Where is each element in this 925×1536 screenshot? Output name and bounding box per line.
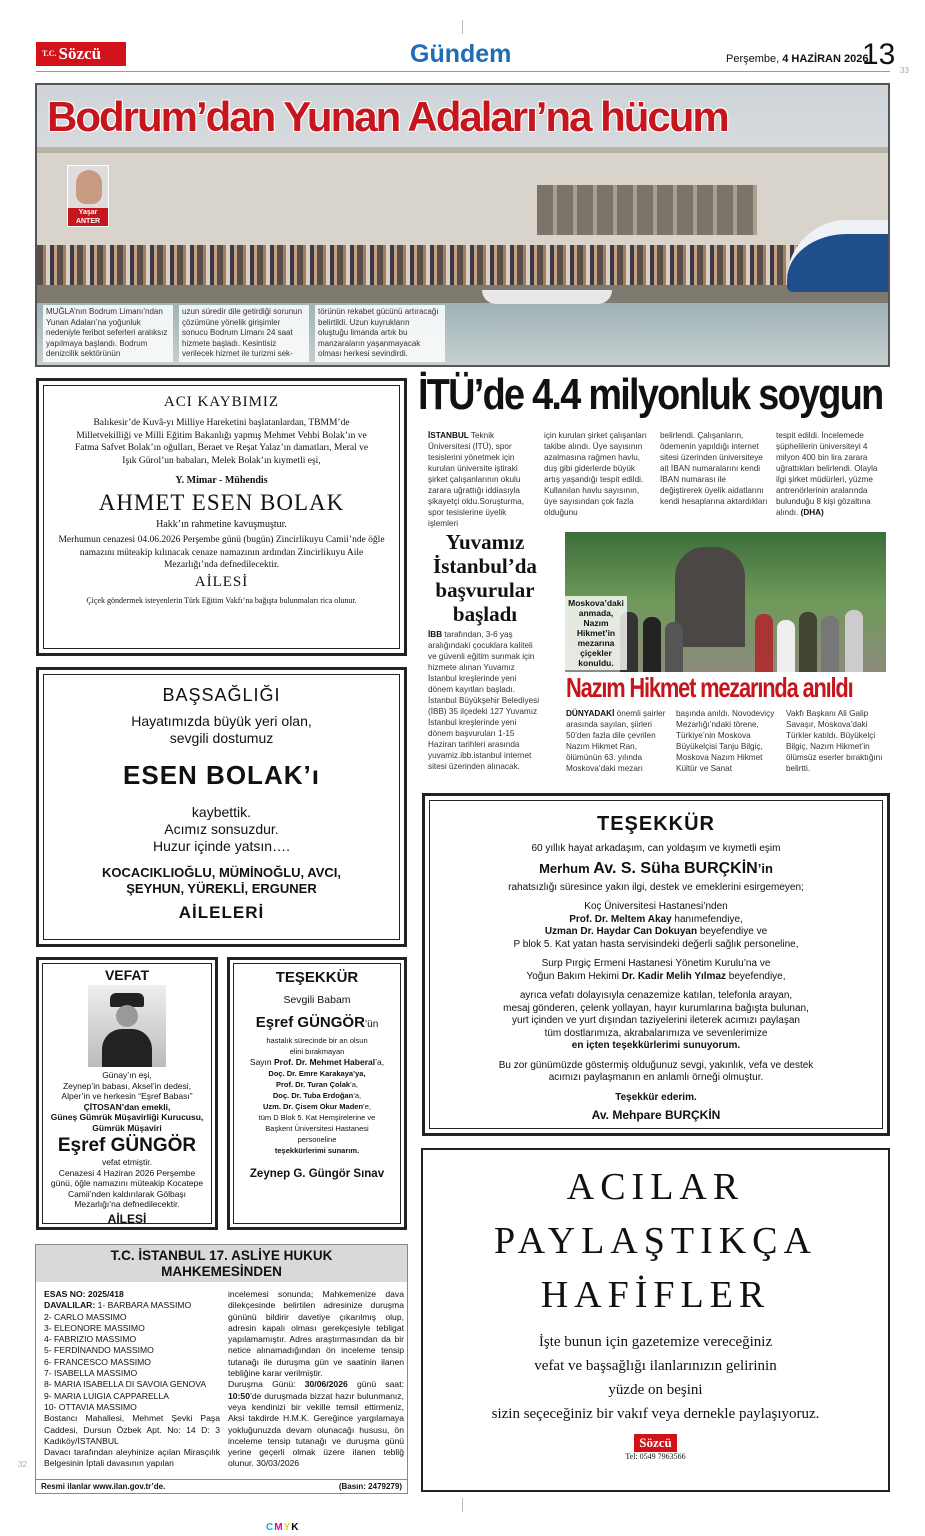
- cmyk-k: K: [291, 1522, 300, 1533]
- logo-text: Sözcü: [58, 44, 102, 63]
- thanks-small-d1: Prof. Dr. Mehmet Haberal: [274, 1057, 376, 1067]
- thanks-large-p4: tüm dostlarımıza, akrabalarımıza ve sevenlerimize: [544, 1027, 768, 1039]
- court-defendant: 10- OTTAVIA MASSIMO: [44, 1401, 137, 1412]
- death-notice-line7: vefat etmiştir.: [101, 1157, 153, 1167]
- thanks-small-d5s: ’e,: [363, 1102, 371, 1111]
- ad-sozcu-logo[interactable]: Sözcü: [634, 1434, 677, 1452]
- ad-line-2: PAYLAŞTIKÇA: [494, 1220, 817, 1262]
- obituary-name: AHMET ESEN BOLAK: [98, 490, 345, 515]
- header-date: [726, 53, 868, 65]
- condolence-title: BAŞSAĞLIĞI: [162, 685, 281, 705]
- court-footer: [36, 1479, 407, 1493]
- court-col-right: [228, 1289, 404, 1470]
- obituary-funeral: Merhumun cenazesi 04.06.2026 Perşembe günü (bugün) Zincirlikuyu Camii’nde öğle namazını müteakip kılınacak cenaze namazının ardından Zincirlikuyu Aile Mezarlığı’nda defnedilecektir.: [58, 535, 385, 570]
- itu-col-1: [428, 430, 536, 529]
- condolence-line1: Hayatımızda büyük yeri olan,: [131, 713, 312, 729]
- ad-text: [423, 1330, 888, 1426]
- condolence-signoff: AİLELERİ: [178, 903, 265, 922]
- court-defendant: 7- ISABELLA MASSIMO: [44, 1368, 138, 1379]
- obituary-text: Balıkesir’de Kuvâ-yı Milliye Hareketini başlatanlardan, TBMM’de Milletvekilliği ve Milli Eğitim Bakanlığı yapmış Mehmet Vehbi Bolak’ın ve Fatma Safvet Bolak’ın oğulları, Beraet ve Reşat Yalaz’ın damatları, Meral ve Işık Gürol’un babaları, Melek Bolak’ın kıymetli eşi,: [74, 418, 369, 466]
- person-figure: [755, 614, 773, 672]
- top-story-photo[interactable]: [35, 83, 890, 367]
- thanks-large-end: Teşekkür ederim.: [615, 1091, 697, 1103]
- obituary-family: AİLESİ: [194, 573, 249, 590]
- court-defendant: 3- ELEONORE MASSIMO: [44, 1322, 145, 1333]
- itu-col-2: için kurulan şirket çalışanları takibe alındı. Üye sayısının azalmasına rağmen havlu, duş gibi giderlerde büyük artış yaşandığı tespit edildi. Kullanılan havlu sayısının, üye sayısından çok fazla olduğunu: [544, 431, 647, 517]
- author-photo: [67, 165, 109, 227]
- itu-col4-text: tespit edildi. İncelemede şüphelilerin üniversiteyi 4 milyon 400 bin lira zarara uğrattıkları belirlendi. Olayla ilgi şirket müdürleri, yüzme antrenörlerinin aralarında bulunduğu 8 kişi gözaltına alındı.: [776, 431, 878, 517]
- photo-terminal: [37, 147, 888, 257]
- grave-stone: [675, 547, 745, 647]
- court-footer-link[interactable]: Resmi ilanlar www.ilan.gov.tr’de.: [41, 1482, 166, 1491]
- thanks-small-line1: Sevgili Babam: [283, 994, 351, 1006]
- condolence-line4: Acımız sonsuzdur.: [164, 821, 279, 837]
- thanks-large-name: Av. S. Süha BURÇKİN: [593, 859, 758, 877]
- section-title: Gündem: [410, 40, 512, 68]
- death-notice-line5: Güneş Gümrük Müşavirliği Kurucusu,: [50, 1112, 204, 1122]
- nazim-col1-text: önemli şairler arasında sayılan, şiirleri 50’den fazla dile çevrilen Nazım Hikmet Ran, ölümünün 63. yılında Moskova’daki mezarı: [566, 709, 666, 773]
- death-notice-funeral: Cenazesi 4 Haziran 2026 Perşembe günü, öğle namazını müteakip Kocatepe Camii’nden kaldırılarak Gölbaşı Mezarlığı’na defnedilecektir.: [50, 1167, 204, 1209]
- thanks-small-d5: Uzm. Dr. Çisem Okur Maden: [263, 1102, 364, 1111]
- thanks-large-h4: Yoğun Bakım Hekimi: [526, 970, 622, 982]
- thanks-small-name: [234, 1014, 400, 1031]
- nazim-photo-caption: Moskova’daki anmada, Nazım Hikmet’in mezarına çiçekler konuldu.: [565, 596, 627, 670]
- nazim-body: [566, 708, 888, 774]
- court-notice: [35, 1244, 408, 1494]
- thanks-large-line1: 60 yıllık hayat arkadaşım, can yoldaşım ve kıymetli eşim: [531, 843, 781, 854]
- nazim-col-3: Vakfı Başkanı Ali Galip Savaşır, Moskova’daki Türkler katıldı. Büyükelçi Bilgiç, Nazım Hikmet’in ölümsüz eserler bıraktığını belirtti.: [786, 709, 883, 773]
- court-defendant: 5- FERDİNANDO MASSIMO: [44, 1345, 154, 1356]
- court-footer-press: (Basın: 2479279): [338, 1482, 402, 1491]
- ad-text-2: vefat ve başsağlığı ilanlarınızın gelirinin: [534, 1358, 777, 1374]
- ad-phone: Tel: 0549 7963566: [625, 1452, 686, 1461]
- court-defendant: 6- FRANCESCO MASSIMO: [44, 1356, 151, 1367]
- court-hearing-rest: ’de duruşmada bizzat hazır bulunmanız, veya kendinizi bir vekille temsil ettirmeniz, Aksi takdirde H.M.K. Gereğince yargılamaya yokluğunuzda devam olunacağı hususu, ön inceleme tensip tutanağı ve duruşma günü yerine geçerli olmak üzere ilanen tebliğ olunur. 30/03/2026: [228, 1390, 404, 1469]
- thanks-small-signature: Zeynep G. Güngör Sınav: [249, 1168, 385, 1180]
- death-notice-name: Eşref GÜNGÖR: [57, 1135, 197, 1156]
- ad-text-4: sizin seçeceğiniz bir vakıf veya dernekle paylaşıyoruz.: [491, 1406, 820, 1422]
- nazim-col-2: başında anıldı. Novodeviçy Mezarlığı’ndaki törene, Türkiye’nin Moskova Büyükelçisi Tanju Bilgiç, Moskova Nazım Hikmet Kültür ve Sanat: [676, 709, 775, 773]
- condolence-line3: kaybettik.: [191, 804, 252, 820]
- itu-body: [428, 430, 890, 529]
- header-divider: [36, 71, 890, 72]
- thanks-large-d1: Prof. Dr. Meltem Akay: [569, 913, 672, 925]
- person-figure: [643, 617, 661, 672]
- logo-tc: T.C.: [42, 49, 57, 58]
- court-body-2: incelemesi sonunda; Mahkemenize dava dilekçesinde belirtilen adresinize duruşma gününü bildirir davetiye çıkarılmış olup, adresin kapalı olması gerekçesiyle tebligat yapılamamıştır. Adres araştırmasından da bir netice alınamadığından ön inceleme tensip tutanağı ile duruşma gün ve saatinin ilanen tebliğine karar verilmiştir.: [228, 1289, 404, 1379]
- thanks-large-h1: Koç Üniversitesi Hastanesi’nden: [584, 901, 728, 912]
- header-date-value: 4 HAZİRAN 2026: [782, 53, 869, 65]
- thanks-large-signature: Av. Mehpare BURÇKİN: [591, 1108, 721, 1122]
- thanks-large-h2: P blok 5. Kat yatan hasta servisindeki değerli sağlık personeline,: [513, 938, 799, 950]
- thanks-small-d4s: ’a,: [353, 1091, 362, 1100]
- obituary-note: Çiçek göndermek isteyenlerin Türk Eğitim Vakfı’na bağışta bulunmaları rica olunur.: [86, 595, 357, 605]
- person-figure: [777, 620, 795, 672]
- condolence-line2: sevgili dostumuz: [169, 730, 274, 746]
- death-notice-title: VEFAT: [104, 967, 150, 983]
- yuvamiz-headline[interactable]: Yuvamız İstanbul’da başvurular başladı: [433, 530, 537, 626]
- yuvamiz-text: tarafından, 3-6 yaş aralığındaki çocuklara kaliteli ve güvenli eğitim sunmak için hizmete alınan Yuvamız İstanbul kreşlerinde yeni dönem kayıtları başladı. İstanbul Büyükşehir Belediyesi (İBB) 35 ilçedeki 127 Yuvamız İstanbul kreşlerinde yeni dönem başvuruları 1-15 Haziran tarihleri arasında yuvamiz.ibb.istanbul internet sitesi üzerinden alınacak.: [428, 630, 540, 771]
- thanks-large-d3s: beyefendiye,: [726, 970, 786, 982]
- thanks-large-title: TEŞEKKÜR: [596, 813, 715, 835]
- thanks-small-d1s: ’a,: [375, 1057, 385, 1067]
- thanks-small-d4: Doç. Dr. Tuba Erdoğan: [272, 1091, 354, 1100]
- top-story-caption-1: MUĞLA’nın Bodrum Limanı’ndan Yunan Adaları’na yoğunluk nedeniyle feribot seferleri aralıksız yapılmaya başlandı. Bodrum denizcilik sektörünün: [43, 305, 173, 362]
- death-notice-gungor: [36, 957, 218, 1230]
- thanks-small-doctor-1: [234, 1057, 400, 1068]
- thanks-small-line2: hastalık sürecinde bir an olsun: [266, 1036, 368, 1045]
- condolence-line5: Huzur içinde yatsın….: [153, 838, 290, 854]
- nazim-headline[interactable]: Nazım Hikmet mezarında anıldı: [566, 672, 853, 703]
- photo-body: [102, 1029, 152, 1067]
- top-story-caption-3: törünün rekabet gücünü artıracağı belirtildi. Uzun kuyrukların oluştuğu limanda artık bu manzaraların yaşanmayacak olması herkesi sevindirdi.: [315, 305, 445, 362]
- thanks-small-title: TEŞEKKÜR: [275, 969, 359, 986]
- cmyk-m: M: [274, 1522, 284, 1533]
- thanks-small-line7: teşekkürlerimi sunarım.: [274, 1146, 360, 1155]
- thanks-large-h3: Surp Pırgiç Ermeni Hastanesi Yönetim Kurulu’na ve: [541, 958, 771, 969]
- thanks-large-d2s: beyefendiye ve: [697, 926, 768, 937]
- death-notice-line1: Günay’ın eşi,: [102, 1070, 152, 1080]
- death-notice-line6: Gümrük Müşaviri: [92, 1122, 162, 1133]
- obituary-profession: Y. Mimar - Mühendis: [175, 475, 268, 486]
- author-face: [76, 170, 102, 204]
- thanks-large-merhum: [430, 860, 882, 878]
- court-hearing-label: Duruşma Günü:: [228, 1379, 305, 1390]
- court-defendant: 9- MARIA LUIGIA CAPPARELLA: [44, 1390, 169, 1401]
- author-name: Yaşar ANTER: [68, 208, 108, 226]
- itu-headline[interactable]: İTÜ’de 4.4 milyonluk soygun: [418, 370, 883, 419]
- photo-windows: [537, 185, 757, 235]
- header-day: Perşembe,: [726, 53, 783, 65]
- court-col-left: [44, 1289, 220, 1470]
- court-header: [36, 1245, 407, 1282]
- court-title-2: MAHKEMESİNDEN: [161, 1264, 282, 1279]
- photo-quay: [37, 285, 888, 305]
- person-figure: [845, 610, 863, 672]
- court-esas: ESAS NO: 2025/418: [44, 1289, 124, 1299]
- condolence-box: [36, 667, 407, 947]
- court-hearing-mid: günü saat:: [347, 1379, 404, 1390]
- sozcu-logo[interactable]: [36, 42, 126, 66]
- thanks-large-q1: Bu zor günümüzde göstermiş olduğunuz sevgi, yakınlık, vefa ve destek: [498, 1059, 814, 1071]
- itu-source: (DHA): [798, 508, 824, 517]
- court-defendant: 2- CARLO MASSIMO: [44, 1311, 127, 1322]
- obituary-bolak: [36, 378, 407, 656]
- thanks-large-p5: en içten teşekkürlerimi sunuyorum.: [571, 1040, 741, 1051]
- ad-line-3: HAFİFLER: [540, 1274, 771, 1316]
- nazim-lead: DÜNYADAKİ: [566, 709, 615, 718]
- person-figure: [665, 622, 683, 672]
- thanks-large-name-suffix: ’in: [757, 860, 773, 876]
- top-story-headline[interactable]: Bodrum’dan Yunan Adaları’na hücum: [47, 93, 728, 140]
- court-davalilar-label: DAVALILAR:: [44, 1300, 96, 1311]
- death-notice-family: AİLESİ: [107, 1211, 147, 1226]
- registration-mark-top: [462, 20, 463, 34]
- print-page-left: 32: [18, 1460, 27, 1469]
- thanks-large-p1: ayrıca vefatı dolayısıyla cenazemize katılan, telefonla arayan,: [519, 990, 793, 1001]
- thanks-small-d2: Doç. Dr. Emre Karakaya’ya,: [268, 1069, 366, 1078]
- thanks-small-sayin: Sayın: [249, 1057, 275, 1067]
- itu-col-4: [776, 430, 884, 529]
- thanks-large-p3: yurt içinden ve yurt dışından taziyelerini ileterek acımızı paylaşan: [512, 1015, 800, 1026]
- page-number: 13: [862, 38, 896, 71]
- person-figure: [821, 616, 839, 672]
- ad-text-3: yüzde on beşini: [608, 1382, 703, 1398]
- thanks-large-line2: rahatsızlığı süresince yakın ilgi, destek ve emeklerini esirgemeyen;: [508, 881, 804, 893]
- thanks-small-line3: elini bırakmayan: [289, 1047, 345, 1056]
- court-hearing-date: 30/06/2026: [304, 1379, 348, 1390]
- itu-col1-text: Teknik Üniversitesi (İTÜ), spor tesislerini yönetmek için kurulan üniversite iştiraki şirket çalışanlarının okulu zarara uğrattığı iddiasıyla şikayetçi oldu.Soruşturma, spor tesislerine üyelik işlemleri: [428, 431, 525, 528]
- photo-head: [116, 1005, 138, 1027]
- thanks-large-p2: mesaj gönderen, çelenk yollayan, hayır kurumlarına bağışta bulunan,: [503, 1002, 809, 1014]
- photo-boat: [482, 290, 612, 304]
- thanks-small-d3: Prof. Dr. Turan Çolak: [276, 1080, 351, 1089]
- court-body: [44, 1289, 404, 1470]
- thanks-small-line6: personeline: [297, 1135, 337, 1144]
- thanks-notice-large: [422, 793, 890, 1136]
- condolence-families-2: ŞEYHUN, YÜREKLİ, ERGUNER: [126, 881, 317, 896]
- ad-line-1: ACILAR: [566, 1166, 745, 1208]
- thanks-notice-small: [227, 957, 407, 1230]
- obituary-hakk: Hakk’ın rahmetine kavuşmuştur.: [156, 519, 287, 530]
- registration-mark-bottom: [462, 1498, 463, 1512]
- thanks-large-d2: Uzman Dr. Haydar Can Dokuyan: [544, 926, 698, 937]
- court-address: Bostancı Mahallesi, Mehmet Şevki Paşa Caddesi, Dursun Özbek Apt. No: 14 D: 3 Kadıköy/İSTANBUL: [44, 1413, 220, 1446]
- court-title-1: T.C. İSTANBUL 17. ASLİYE HUKUK: [110, 1248, 333, 1263]
- itu-lead: İSTANBUL: [428, 431, 469, 440]
- print-page-right: 33: [900, 66, 909, 75]
- thanks-small-name-text: Eşref GÜNGÖR: [255, 1014, 365, 1031]
- thanks-small-name-suffix: ’ün: [364, 1019, 379, 1030]
- obituary-title: ACI KAYBIMIZ: [163, 394, 280, 410]
- top-story-caption-2: uzun süredir dile getirdiği sorunun çözümüne yönelik girişimler sonucu Bodrum Limanı 24 saat hizmete başladı. Kesintisiz verilecek hizmet ile turizmi sek-: [179, 305, 309, 362]
- cmyk-y: Y: [283, 1522, 292, 1533]
- thanks-small-line5: Başkent Üniversitesi Hastanesi: [265, 1124, 369, 1133]
- ad-text-1: İşte bunun için gazetemize vereceğiniz: [538, 1334, 773, 1350]
- person-figure: [799, 612, 817, 672]
- court-defendant: 1- BARBARA MASSIMO: [97, 1300, 192, 1311]
- deceased-photo: [88, 985, 166, 1067]
- thanks-small-line4: tüm D Blok 5. Kat Hemşirelerine ve: [258, 1113, 376, 1122]
- death-notice-line4: ÇİTOSAN’dan emekli,: [83, 1101, 171, 1112]
- thanks-large-merhum-label: Merhum: [539, 860, 594, 876]
- death-notice-line3: Alper’in ve herkesin “Eşref Babası”: [61, 1091, 193, 1101]
- condolence-name: ESEN BOLAK’ı: [123, 760, 320, 790]
- condolence-families-1: KOCACIKLIOĞLU, MÜMİNOĞLU, AVCI,: [101, 865, 342, 880]
- court-defendant: 8- MARIA ISABELLA DI SAVOIA GENOVA: [44, 1379, 207, 1390]
- thanks-large-q2: acımızı paylaşmanın en anlamlı örneği olmuştur.: [548, 1072, 764, 1083]
- court-defendant: 4- FABRIZIO MASSIMO: [44, 1334, 137, 1345]
- itu-col-3: belirlendi. Çalışanların, ödemenin yapıldığı internet sitesi üzerinden üniversiteye ait İBAN numaralarını kendi İBAN numarası ile değiştirerek üyelik aidatlarını kendi hesaplarına aktardıkları: [660, 431, 768, 506]
- yuvamiz-lead: İBB: [428, 630, 443, 639]
- nazim-col-1: [566, 708, 668, 774]
- thanks-small-d3s: ’a,: [350, 1080, 358, 1089]
- photo-crowd: [37, 245, 817, 290]
- death-notice-line2: Zeynep’in babası, Aksel’in dedesi,: [62, 1080, 192, 1091]
- sharing-grief-ad: [421, 1148, 890, 1492]
- thanks-large-d3: Dr. Kadir Melih Yılmaz: [621, 970, 727, 982]
- cmyk-mark: [266, 1522, 299, 1533]
- cmyk-c: C: [266, 1522, 275, 1533]
- court-body-1: Davacı tarafından aleyhinize açılan Mirasçılık Belgesinin İptali davasının yapılan: [44, 1447, 220, 1469]
- yuvamiz-body: [428, 629, 540, 772]
- thanks-large-d1s: hanımefendiye,: [671, 913, 743, 925]
- court-hearing-time: 10:50: [228, 1390, 250, 1401]
